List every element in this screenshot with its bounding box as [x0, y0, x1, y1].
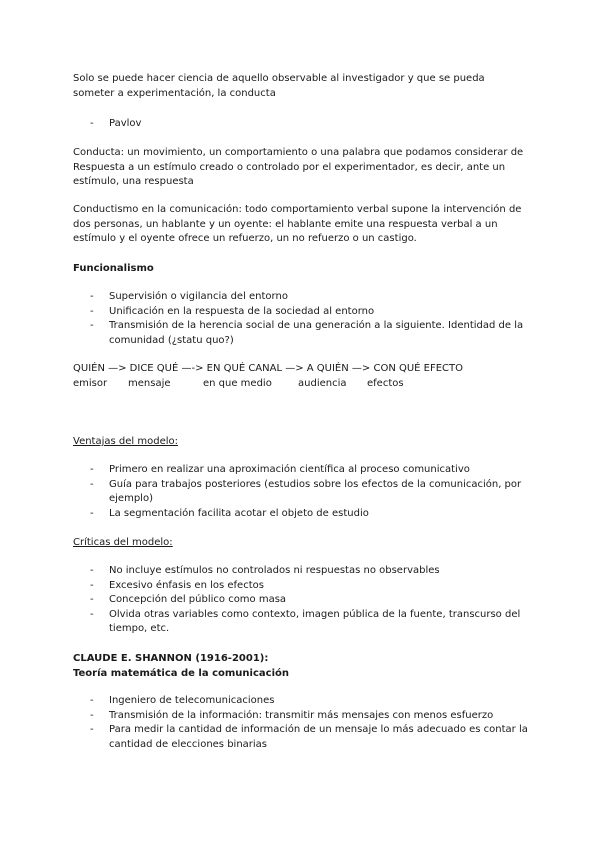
label-emisor: emisor: [73, 378, 108, 389]
criticas-list: [73, 564, 529, 637]
conductismo-paragraph: Conductismo en la comunicación: todo comportamiento verbal supone la intervención de dos personas, un hablante y un oyente: el hablante emite una respuesta verbal a un estímulo y el oyente ofrece un refuerzo, un no refuerzo o un castigo.: [73, 204, 522, 245]
list-item: - Primero en realizar una aproximación científica al proceso comunicativo: [73, 463, 529, 478]
label-medio: en que medio: [203, 378, 272, 389]
ventajas-list: [73, 463, 529, 521]
label-mensaje: mensaje: [128, 378, 171, 389]
list-item: - No incluye estímulos no controlados ni respuestas no observables: [73, 564, 529, 579]
conducta-paragraph: Conducta: un movimiento, un comportamiento o una palabra que podamos considerar de Respuesta a un estímulo creado o controlado por el experimentador, es decir, ante un estímulo, una respuesta: [73, 147, 524, 188]
shannon-heading: [73, 652, 529, 681]
list-item: - Transmisión de la información: transmitir más mensajes con menos esfuerzo: [73, 709, 529, 724]
list-item: - Concepción del público como masa: [73, 593, 529, 608]
lasswell-labels: [73, 377, 529, 392]
label-audiencia: audiencia: [298, 378, 347, 389]
list-item: - Guía para trabajos posteriores (estudios sobre los efectos de la comunicación, por ejemplo): [73, 478, 529, 507]
intro-paragraph: Solo se puede hacer ciencia de aquello observable al investigador y que se pueda someter a experimentación, la conducta: [73, 73, 485, 99]
list-item: - Para medir la cantidad de información de un mensaje lo más adecuado es contar la cantidad de elecciones binarias: [73, 723, 529, 752]
lasswell-formula: QUIÉN —> DICE QUÉ —-> EN QUÉ CANAL —> A QUIÉN —> CON QUÉ EFECTO: [73, 363, 464, 374]
list-item: - Olvida otras variables como contexto, imagen pública de la fuente, transcurso del tiempo, etc.: [73, 608, 529, 637]
list-item: - Excesivo énfasis en los efectos: [73, 579, 529, 594]
list-item: - Pavlov: [73, 117, 529, 132]
shannon-heading-line2: Teoría matemática de la comunicación: [73, 667, 289, 679]
list-item: - Transmisión de la herencia social de una generación a la siguiente. Identidad de la comunidad (¿statu quo?): [73, 319, 529, 348]
shannon-list: [73, 694, 529, 752]
list-item: - Ingeniero de telecomunicaciones: [73, 694, 529, 709]
label-efectos: efectos: [367, 378, 404, 389]
ventajas-heading: Ventajas del modelo:: [73, 436, 178, 447]
list-item: - Supervisión o vigilancia del entorno: [73, 290, 529, 305]
funcionalismo-list: [73, 290, 529, 348]
intro-list: [73, 117, 529, 132]
list-item: - La segmentación facilita acotar el objeto de estudio: [73, 507, 529, 522]
criticas-heading: Críticas del modelo:: [73, 537, 173, 548]
funcionalismo-heading: Funcionalismo: [73, 263, 154, 274]
shannon-heading-line1: CLAUDE E. SHANNON (1916-2001):: [73, 653, 269, 664]
list-item: - Unificación en la respuesta de la sociedad al entorno: [73, 305, 529, 320]
